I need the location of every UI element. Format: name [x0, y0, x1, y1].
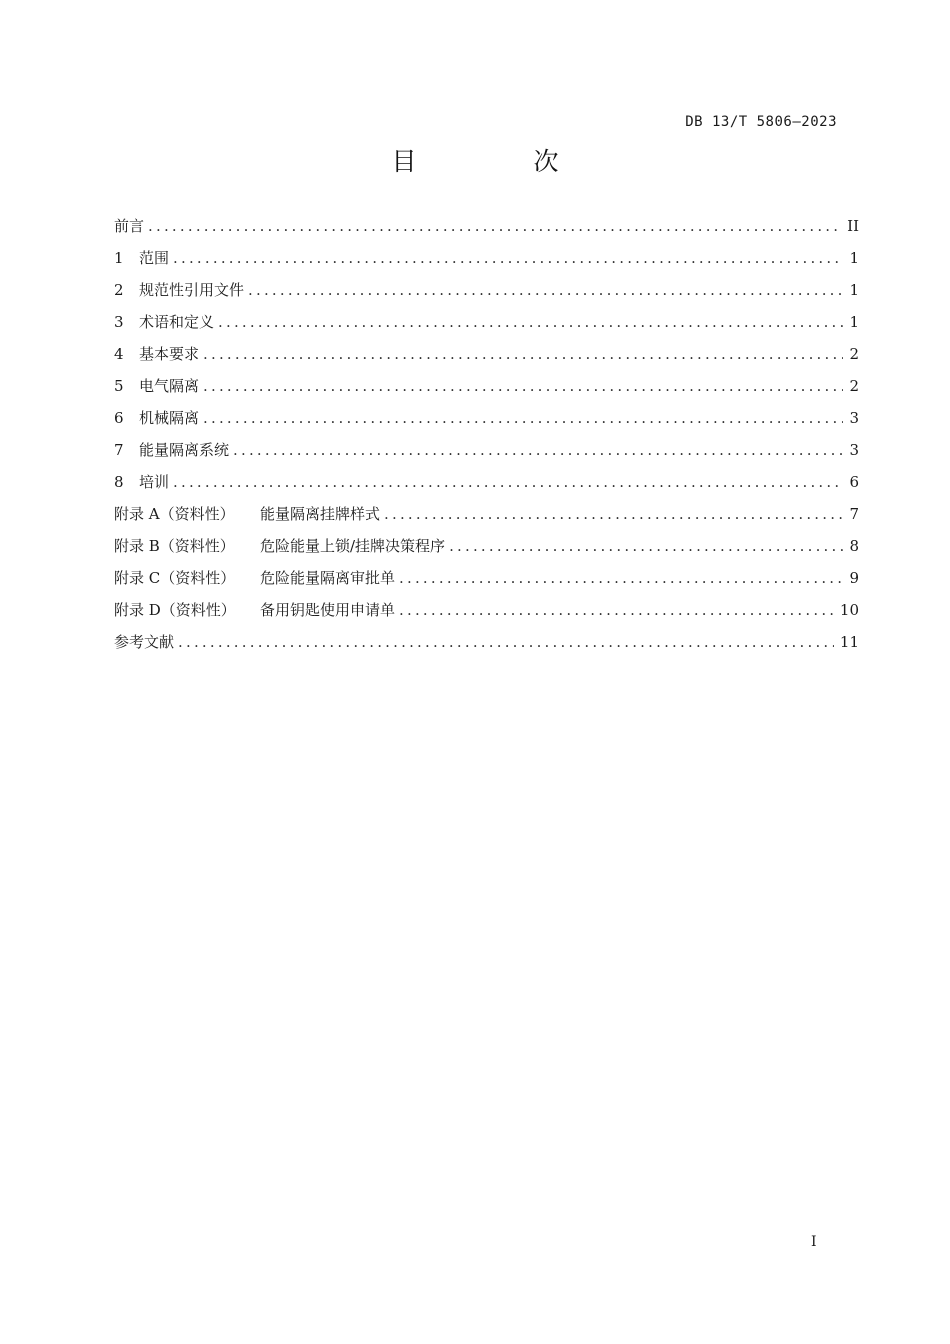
toc-entry-number: 6 [114, 409, 124, 427]
toc-entry-terms-definitions[interactable] [114, 309, 859, 341]
toc-entry-page: II [847, 217, 859, 235]
dot-leader [178, 629, 834, 655]
toc-entry-basic-requirements[interactable] [114, 341, 859, 373]
toc-entry-page: 6 [849, 473, 859, 491]
toc-entry-label: 前言 [114, 217, 145, 235]
toc-entry-energy-isolation-system[interactable] [114, 437, 859, 469]
dot-leader [399, 597, 834, 623]
toc-entry-number: 7 [114, 441, 124, 459]
toc-entry-annex-prefix: 附录 D（资料性） [114, 601, 236, 619]
toc-entry-annex-c[interactable] [114, 565, 859, 597]
toc-entry-number: 8 [114, 473, 124, 491]
dot-leader [384, 501, 843, 527]
toc-entry-label: 基本要求 [139, 345, 200, 363]
toc-entry-number: 3 [114, 313, 124, 331]
toc-entry-electrical-isolation[interactable] [114, 373, 859, 405]
toc-entry-page: 8 [849, 537, 859, 555]
dot-leader [173, 245, 843, 271]
toc-entry-label: 培训 [139, 473, 170, 491]
toc-entry-label: 危险能量隔离审批单 [260, 569, 396, 587]
toc-entry-bibliography[interactable] [114, 629, 859, 661]
toc-entry-label: 机械隔离 [139, 409, 200, 427]
dot-leader [203, 405, 843, 431]
toc-entry-page: 2 [849, 345, 859, 363]
toc-entry-annex-a[interactable] [114, 501, 859, 533]
document-code: DB 13/T 5806—2023 [685, 114, 837, 130]
dot-leader [449, 533, 843, 559]
toc-entry-annex-b[interactable] [114, 533, 859, 565]
dot-leader [233, 437, 843, 463]
toc-entry-number: 4 [114, 345, 124, 363]
toc-entry-page: 2 [849, 377, 859, 395]
toc-entry-page: 7 [849, 505, 859, 523]
toc-entry-page: 1 [849, 313, 859, 331]
toc-entry-number: 1 [114, 249, 124, 267]
toc-entry-page: 1 [849, 281, 859, 299]
toc-entry-label: 电气隔离 [139, 377, 200, 395]
dot-leader [399, 565, 843, 591]
toc-entry-annex-prefix: 附录 A（资料性） [114, 505, 235, 523]
toc-entry-page: 11 [839, 633, 859, 651]
dot-leader [173, 469, 843, 495]
toc-entry-normative-references[interactable] [114, 277, 859, 309]
toc-entry-page: 3 [849, 441, 859, 459]
toc-entry-label: 危险能量上锁/挂牌决策程序 [260, 537, 446, 555]
toc-entry-label: 能量隔离挂牌样式 [260, 505, 381, 523]
toc-entry-label: 术语和定义 [139, 313, 215, 331]
toc-entry-annex-prefix: 附录 B（资料性） [114, 537, 235, 555]
toc-entry-mechanical-isolation[interactable] [114, 405, 859, 437]
toc-entry-annex-prefix: 附录 C（资料性） [114, 569, 236, 587]
toc-entry-page: 10 [839, 601, 859, 619]
dot-leader [248, 277, 843, 303]
toc-entry-label: 范围 [139, 249, 170, 267]
toc-entry-label: 规范性引用文件 [139, 281, 245, 299]
toc-entry-page: 9 [849, 569, 859, 587]
toc-entry-annex-d[interactable] [114, 597, 859, 629]
page-number: I [811, 1234, 817, 1250]
toc-entry-label: 参考文献 [114, 633, 175, 651]
dot-leader [203, 373, 843, 399]
dot-leader [148, 213, 841, 239]
toc-entry-page: 1 [849, 249, 859, 267]
toc-entry-scope[interactable] [114, 245, 859, 277]
page-title: 目 次 [391, 147, 605, 176]
toc-entry-label: 备用钥匙使用申请单 [260, 601, 396, 619]
toc-entry-foreword[interactable] [114, 213, 859, 245]
dot-leader [203, 341, 843, 367]
toc-entry-number: 5 [114, 377, 124, 395]
toc-entry-label: 能量隔离系统 [139, 441, 230, 459]
dot-leader [218, 309, 843, 335]
toc-entry-number: 2 [114, 281, 124, 299]
toc-entry-training[interactable] [114, 469, 859, 501]
toc-entry-page: 3 [849, 409, 859, 427]
table-of-contents [114, 213, 859, 661]
